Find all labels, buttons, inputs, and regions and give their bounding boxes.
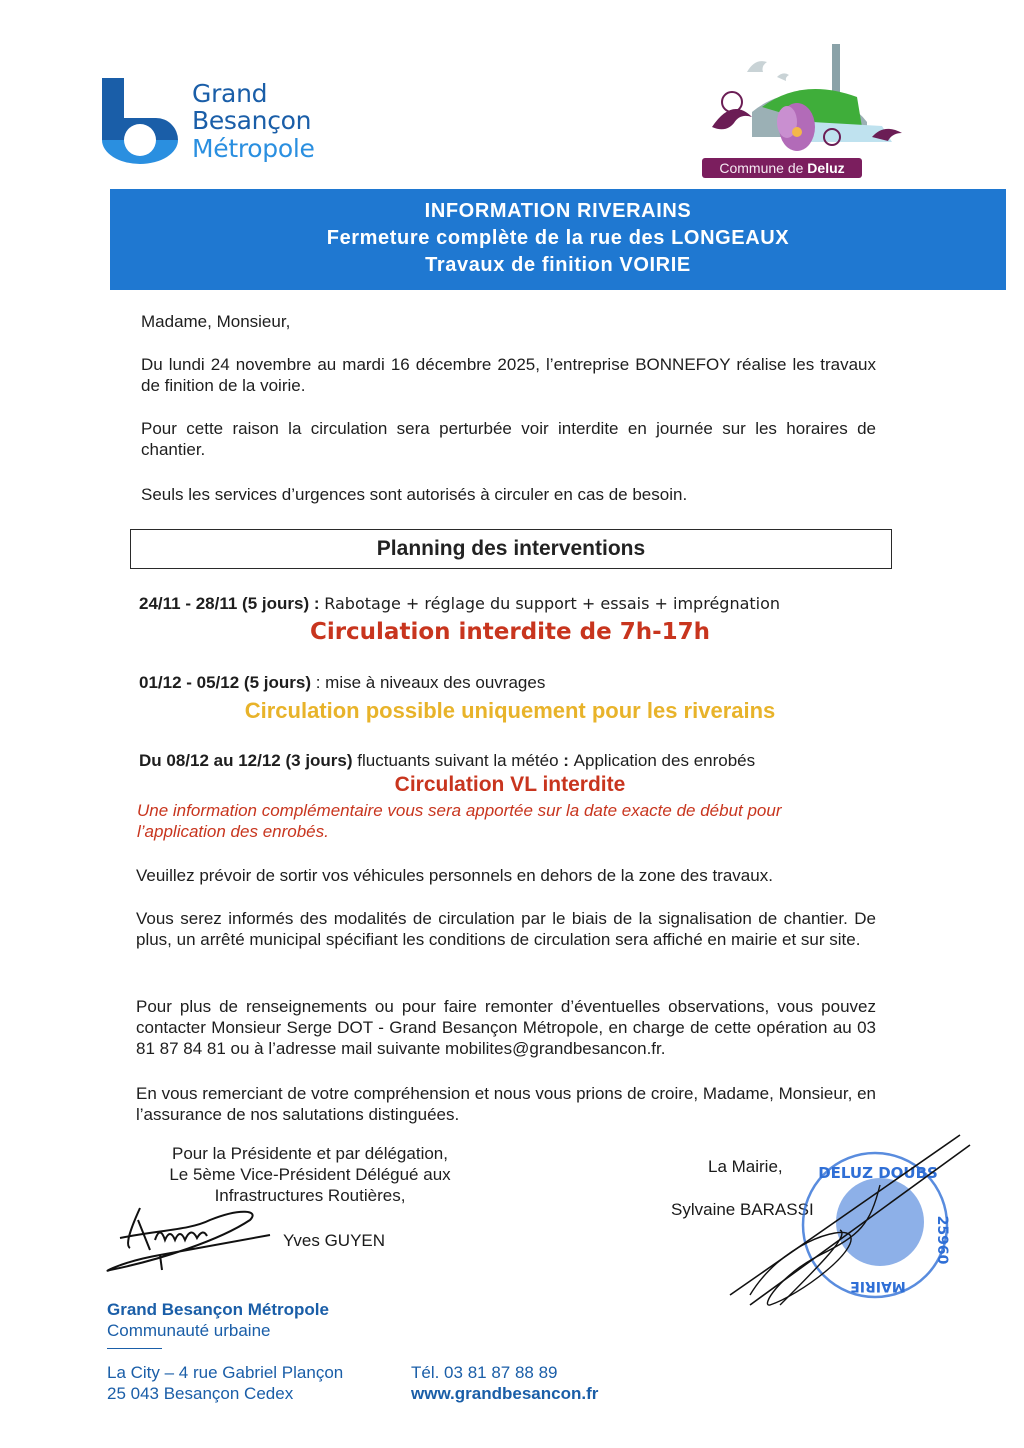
footer-website-link[interactable]: www.grandbesancon.fr [411,1384,599,1403]
schedule-separator: : [309,594,325,613]
schedule-period: Du 08/12 au 12/12 (3 jours) [139,751,353,770]
schedule-description: mise à niveaux des ouvrages [325,673,546,692]
signatory-left-line1: Pour la Présidente et par délégation, [172,1144,448,1163]
schedule-alert-3: Circulation VL interdite [394,773,626,796]
b-logo-icon [100,78,180,164]
stamp-text-bottom: MAIRIE [850,1278,906,1294]
signatory-left-line2: Le 5ème Vice-Président Délégué aux [169,1165,451,1184]
banner-title: INFORMATION RIVERAINS [424,200,692,222]
schedule-separator: : [310,673,326,692]
commune-label-prefix: Commune de [719,160,808,176]
salutation: Madame, Monsieur, [141,312,291,331]
logo-word-grand: Grand [192,79,268,108]
signatory-right-name: Sylvaine BARASSI [671,1200,814,1219]
footer-subtitle: Communauté urbaine [107,1321,271,1340]
planning-title: Planning des interventions [376,537,646,560]
signatory-left-line3: Infrastructures Routières, [214,1186,406,1205]
paragraph-dates: Du lundi 24 novembre au mardi 16 décembre 2025, l’entreprise BONNEFOY réalise les travaux de finition de la voirie. [141,355,876,395]
planning-header-box [130,529,892,569]
schedule-item-3 [139,750,755,771]
schedule-weather-note: fluctuants suivant la météo [352,751,564,770]
schedule-description: Rabotage + réglage du support + essais + imprégnation [324,594,781,613]
paragraph-closing: En vous remerciant de votre compréhension et nous vous prions de croire, Madame, Monsieur, en l’assurance de nos salutations distinguées. [136,1084,876,1124]
schedule-item-2 [139,672,545,693]
banner-subtitle-2: Travaux de finition VOIRIE [425,254,691,276]
footer-address-line1: La City – 4 rue Gabriel Plançon [107,1363,344,1382]
info-banner [110,189,1006,290]
paragraph-signalisation: Vous serez informés des modalités de circulation par le biais de la signalisation de chantier. De plus, un arrêté municipal spécifiant les conditions de circulation sera affiché en mairie et sur site. [136,909,876,949]
commune-deluz-logo [692,42,922,182]
schedule-separator: : [563,751,574,770]
commune-label-name: Deluz [807,160,845,176]
handwritten-signature-left-icon [100,1200,280,1280]
signatory-right-title: La Mairie, [708,1157,783,1176]
footer-divider [107,1348,162,1349]
schedule-note-3: Une information complémentaire vous sera apportée sur la date exacte de début pour l’application des enrobés. [137,801,782,841]
signatory-left-title [130,1143,490,1206]
commune-label [702,158,862,178]
paragraph-contact: Pour plus de renseignements ou pour faire remonter d’éventuelles observations, vous pouvez contacter Monsieur Serge DOT - Grand Besançon Métropole, en charge de cette opération au 03 81 87 84 81 ou à l’adresse mail suivante mobilites@grandbesancon.fr. [136,997,876,1058]
stamp-text-top: DELUZ DOUBS [818,1164,938,1182]
paragraph-circulation: Pour cette raison la circulation sera perturbée voir interdite en journée sur les horaires de chantier. [141,419,876,459]
schedule-alert-2: Circulation possible uniquement pour les riverains [244,698,776,723]
banner-subtitle: Fermeture complète de la rue des LONGEAUX [326,227,790,249]
logo-word-besancon: Besançon [192,106,312,135]
signatory-left-name: Yves GUYEN [283,1231,386,1250]
footer-phone: Tél. 03 81 87 88 89 [411,1363,558,1382]
schedule-period: 24/11 - 28/11 (5 jours) [139,594,310,613]
schedule-item-1 [139,593,780,614]
schedule-alert-1: Circulation interdite de 7h-17h [309,619,711,645]
schedule-period: 01/12 - 05/12 (5 jours) [139,673,311,692]
logo-word-metropole: Métropole [192,134,315,163]
footer-org: Grand Besançon Métropole [107,1300,329,1319]
commune-illustration-icon [692,42,922,167]
paragraph-vehicles: Veuillez prévoir de sortir vos véhicules personnels en dehors de la zone des travaux. [136,866,773,885]
paragraph-emergency: Seuls les services d’urgences sont autorisés à circuler en cas de besoin. [141,485,688,504]
handwritten-signature-right-icon [720,1125,980,1310]
stamp-code: 25960 [934,1215,950,1265]
grand-besancon-logo [100,78,340,168]
schedule-description: Application des enrobés [573,751,756,770]
footer-address-line2: 25 043 Besançon Cedex [107,1384,294,1403]
